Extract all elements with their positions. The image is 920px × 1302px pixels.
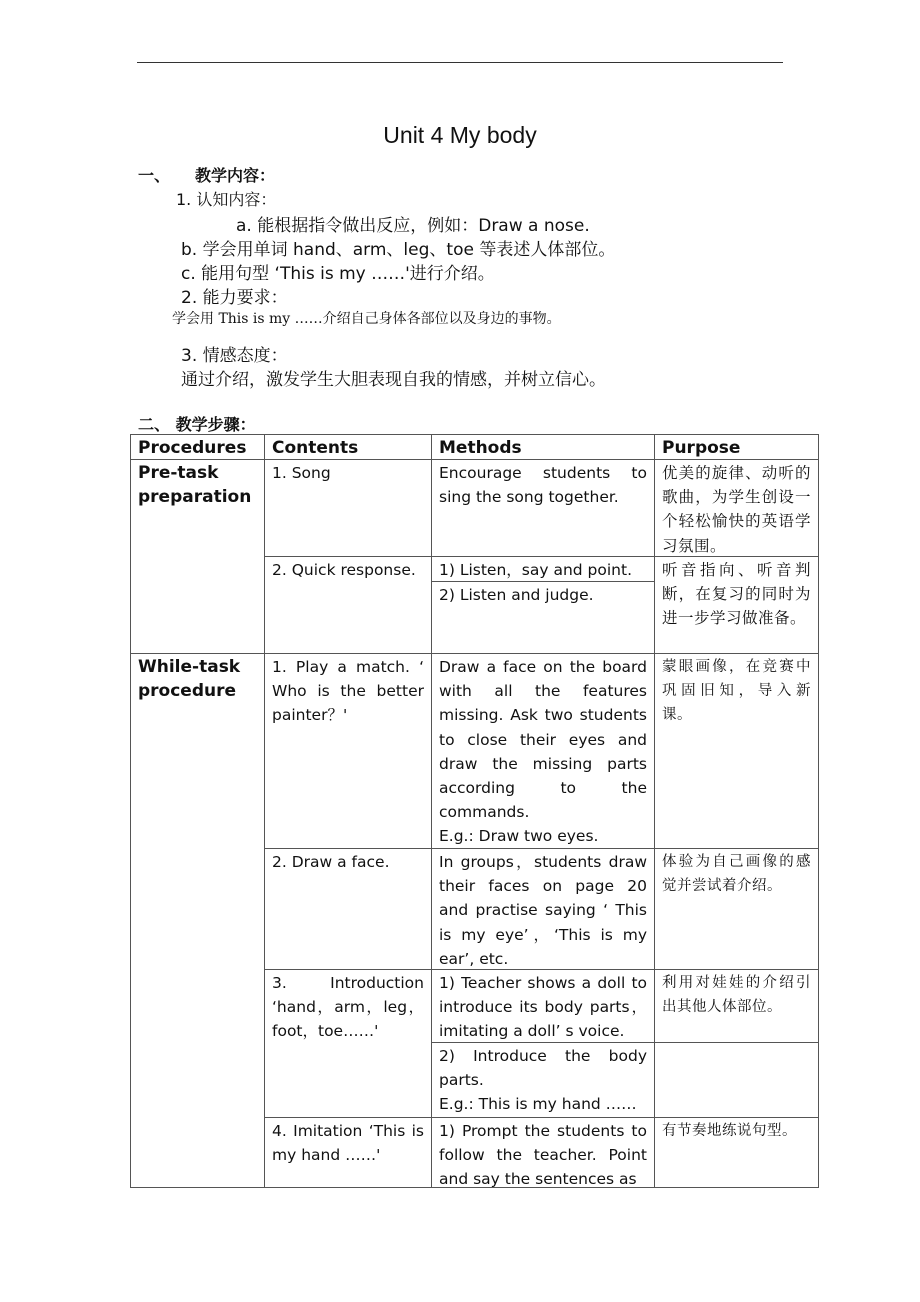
item1: 1. 认知内容： xyxy=(176,190,277,209)
header-purpose: Purpose xyxy=(654,434,819,460)
method-draw-face: In groups，students draw their faces on page 20 and practise saying ‘ This is my eye’，‘This is my ear’, etc. xyxy=(431,848,655,970)
section2-heading: 二、 教学步骤： xyxy=(138,415,256,434)
item2-text: 学会用 This is my ……介绍自己身体各部位以及身边的事物。 xyxy=(172,311,561,327)
method-introduction-2-text: 2) Introduce the body parts. xyxy=(439,1047,647,1090)
content-quick-response: 2. Quick response. xyxy=(264,556,432,654)
purpose-song: 优美的旋律、动听的歌曲，为学生创设一个轻松愉快的英语学习氛围。 xyxy=(654,459,819,557)
header-methods: Methods xyxy=(431,434,655,460)
item1b: b. 学会用单词 hand、arm、leg、toe 等表述人体部位。 xyxy=(181,240,616,260)
section1-heading: 教学内容： xyxy=(195,166,276,185)
content-draw-face: 2. Draw a face. xyxy=(264,848,432,970)
purpose-imitation: 有节奏地练说句型。 xyxy=(654,1117,819,1188)
content-song: 1. Song xyxy=(264,459,432,557)
content-introduction: 3. Introduction ‘hand，arm，leg，foot，toe……' xyxy=(264,969,432,1118)
page-title: Unit 4 My body xyxy=(383,122,537,148)
procedure-while-task: While-task procedure xyxy=(130,653,265,1188)
content-play-match: 1. Play a match. ‘ Who is the better painter？' xyxy=(264,653,432,849)
method-song: Encourage students to sing the song together. xyxy=(431,459,655,557)
header-procedures: Procedures xyxy=(130,434,265,460)
item1a: a. 能根据指令做出反应，例如：Draw a nose. xyxy=(236,216,590,236)
purpose-draw-face: 体验为自己画像的感觉并尝试着介绍。 xyxy=(654,848,819,970)
method-quick-response-2: 2) Listen and judge. xyxy=(431,581,655,654)
method-introduction-1: 1) Teacher shows a doll to introduce its body parts，imitating a doll’ s voice. xyxy=(431,969,655,1043)
method-play-match xyxy=(431,653,655,849)
header-rule xyxy=(137,62,783,63)
method-play-match-text: Draw a face on the board with all the features missing. Ask two students to close their eyes and draw the missing parts according to the commands. xyxy=(439,658,647,822)
header-contents: Contents xyxy=(264,434,432,460)
section1-number: 一、 xyxy=(138,166,171,185)
item3-text: 通过介绍，激发学生大胆表现自我的情感，并树立信心。 xyxy=(181,370,606,390)
purpose-play-match: 蒙眼画像，在竞赛中巩固旧知，导入新课。 xyxy=(654,653,819,849)
method-play-match-example: E.g.: Draw two eyes. xyxy=(439,827,599,846)
method-quick-response-1: 1) Listen，say and point. xyxy=(431,556,655,582)
purpose-introduction-empty xyxy=(654,1042,819,1118)
purpose-introduction: 利用对娃娃的介绍引出其他人体部位。 xyxy=(654,969,819,1043)
item2: 2. 能力要求： xyxy=(181,288,288,308)
procedure-pre-task: Pre-task preparation xyxy=(130,459,265,654)
method-introduction-2-example: E.g.: This is my hand …… xyxy=(439,1095,637,1114)
content-imitation: 4. Imitation ‘This is my hand ……' xyxy=(264,1117,432,1188)
method-imitation: 1) Prompt the students to follow the teacher. Point and say the sentences as xyxy=(431,1117,655,1188)
method-introduction-2 xyxy=(431,1042,655,1118)
purpose-quick-response: 听音指向、听音判断，在复习的同时为进一步学习做准备。 xyxy=(654,556,819,654)
item3: 3. 情感态度： xyxy=(181,346,288,366)
item1c: c. 能用句型 ‘This is my ……'进行介绍。 xyxy=(181,264,495,284)
